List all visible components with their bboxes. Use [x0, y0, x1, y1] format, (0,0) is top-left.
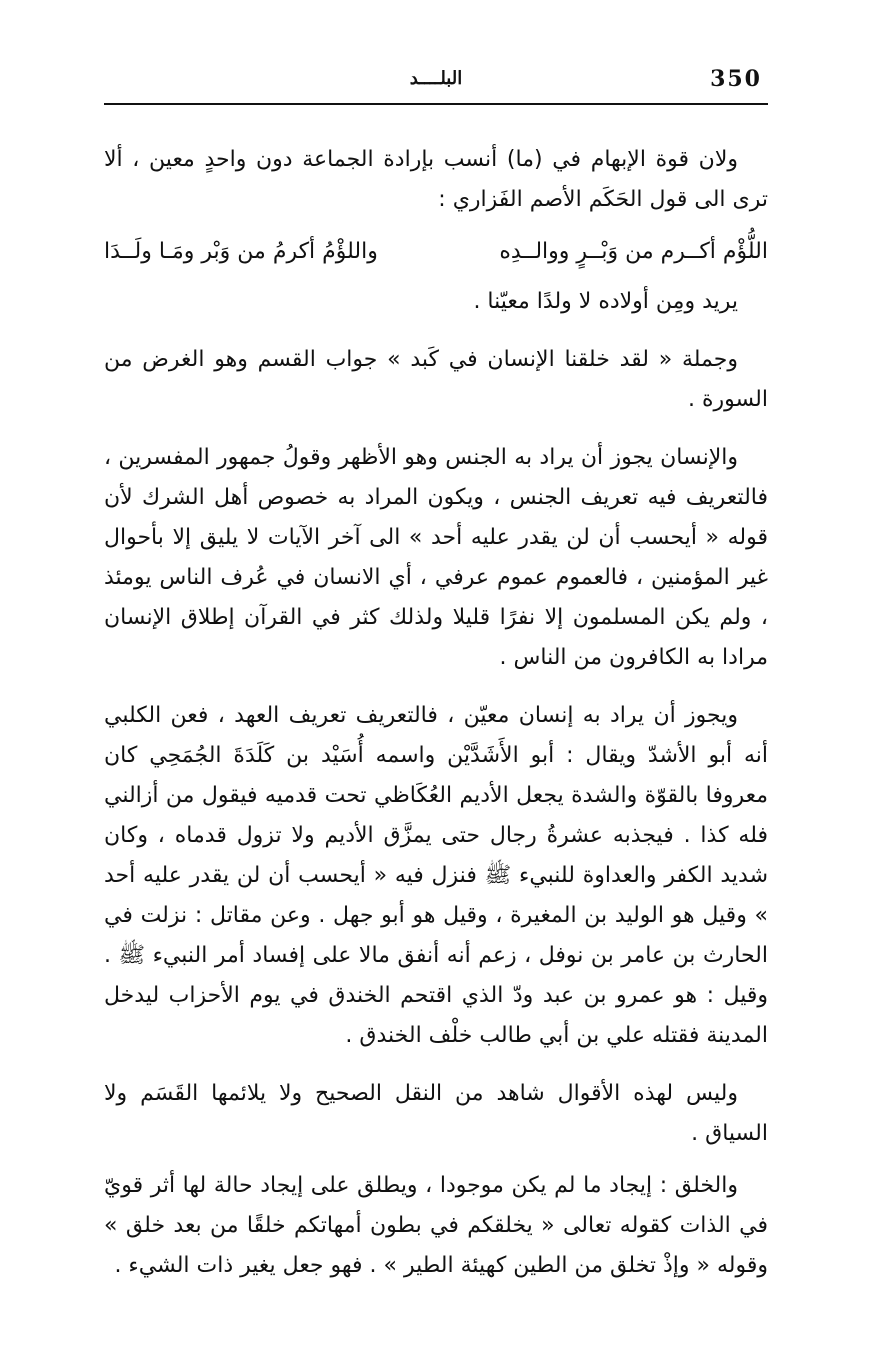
- paragraph-specific-person: ويجوز أن يراد به إنسان معيّن ، فالتعريف تعريف العهد ، فعن الكلبي أنه أبو الأشدّ ويقال : أبو الأَشَدَّيْن واسمه أُسَيْد بن كَلَدَةَ الجُمَحِي كان معروفا بالقوّة والشدة يجعل الأديم العُكَاظي تحت قدميه فيقول من أزالني فله كذا . فيجذبه عشرةُ رجال حتى يمزَّق الأديم ولا تزول قدماه ، وكان شديد الكفر والعداوة للنبيء ﷺ فنزل فيه « أيحسب أن لن يقدر عليه أحد » وقيل هو الوليد بن المغيرة ، وقيل هو أبو جهل . وعن مقاتل : نزلت في الحارث بن عامر بن نوفل ، زعم أنه أنفق مالا على إفساد أمر النبيء ﷺ . وقيل : هو عمرو بن عبد ودّ الذي اقتحم الخندق في يوم الأحزاب ليدخل المدينة فقتله علي بن أبي طالب خلْف الخندق .: [104, 703, 768, 1048]
- page-body: [104, 140, 768, 1304]
- page-number: 350: [710, 66, 762, 92]
- paragraph-no-evidence: وليس لهذه الأقوال شاهد من النقل الصحيح ولا يلائمها القَسَم ولا السياق .: [104, 1081, 768, 1146]
- verse-first-hemistich: اللُّؤْم أكــرم من وَبْــرٍ ووالــدِه: [499, 239, 768, 264]
- paragraph-human-genus: والإنسان يجوز أن يراد به الجنس وهو الأظهر وقولُ جمهور المفسرين ، فالتعريف فيه تعريف الجنس ، ويكون المراد به خصوص أهل الشرك لأن قوله « أيحسب أن لن يقدر عليه أحد » الى آخر الآيات لا يليق إلا بأحوال غير المؤمنين ، فالعموم عموم عرفي ، أي الانسان في عُرف الناس يومئذ ، ولم يكن المسلمون إلا نفرًا قليلا ولذلك كثر في القرآن إطلاق الإنسان مرادا به الكافرون من الناس .: [104, 445, 768, 670]
- paragraph-oath-answer: وجملة « لقد خلقنا الإنسان في كَبد » جواب القسم وهو الغرض من السورة .: [104, 347, 768, 412]
- paragraph-verse-explanation: يريد ومِن أولاده لا ولدًا معيّنا .: [473, 289, 738, 314]
- paragraph-intro: ولان قوة الإبهام في (ما) أنسب بإرادة الجماعة دون واحدٍ معين ، ألا ترى الى قول الحَكَم الأصم الفَزاري :: [104, 147, 768, 212]
- paragraph-creation: والخلق : إيجاد ما لم يكن موجودا ، ويطلق على إيجاد حالة لها أثر قويّ في الذات كقوله تعالى « يخلقكم في بطون أمهاتكم خلقًا من بعد خلق » وقوله « وإذْ تخلق من الطين كهيئة الطير » . فهو جعل يغير ذات الشيء .: [104, 1173, 768, 1278]
- running-title: البلــــد: [409, 68, 463, 89]
- page-header: [104, 62, 768, 102]
- poetry-verse: [104, 232, 768, 272]
- verse-second-hemistich: واللؤْمُ أكرمُ من وَبْر ومَـا ولَــدَا: [104, 239, 378, 264]
- header-rule: [104, 103, 768, 105]
